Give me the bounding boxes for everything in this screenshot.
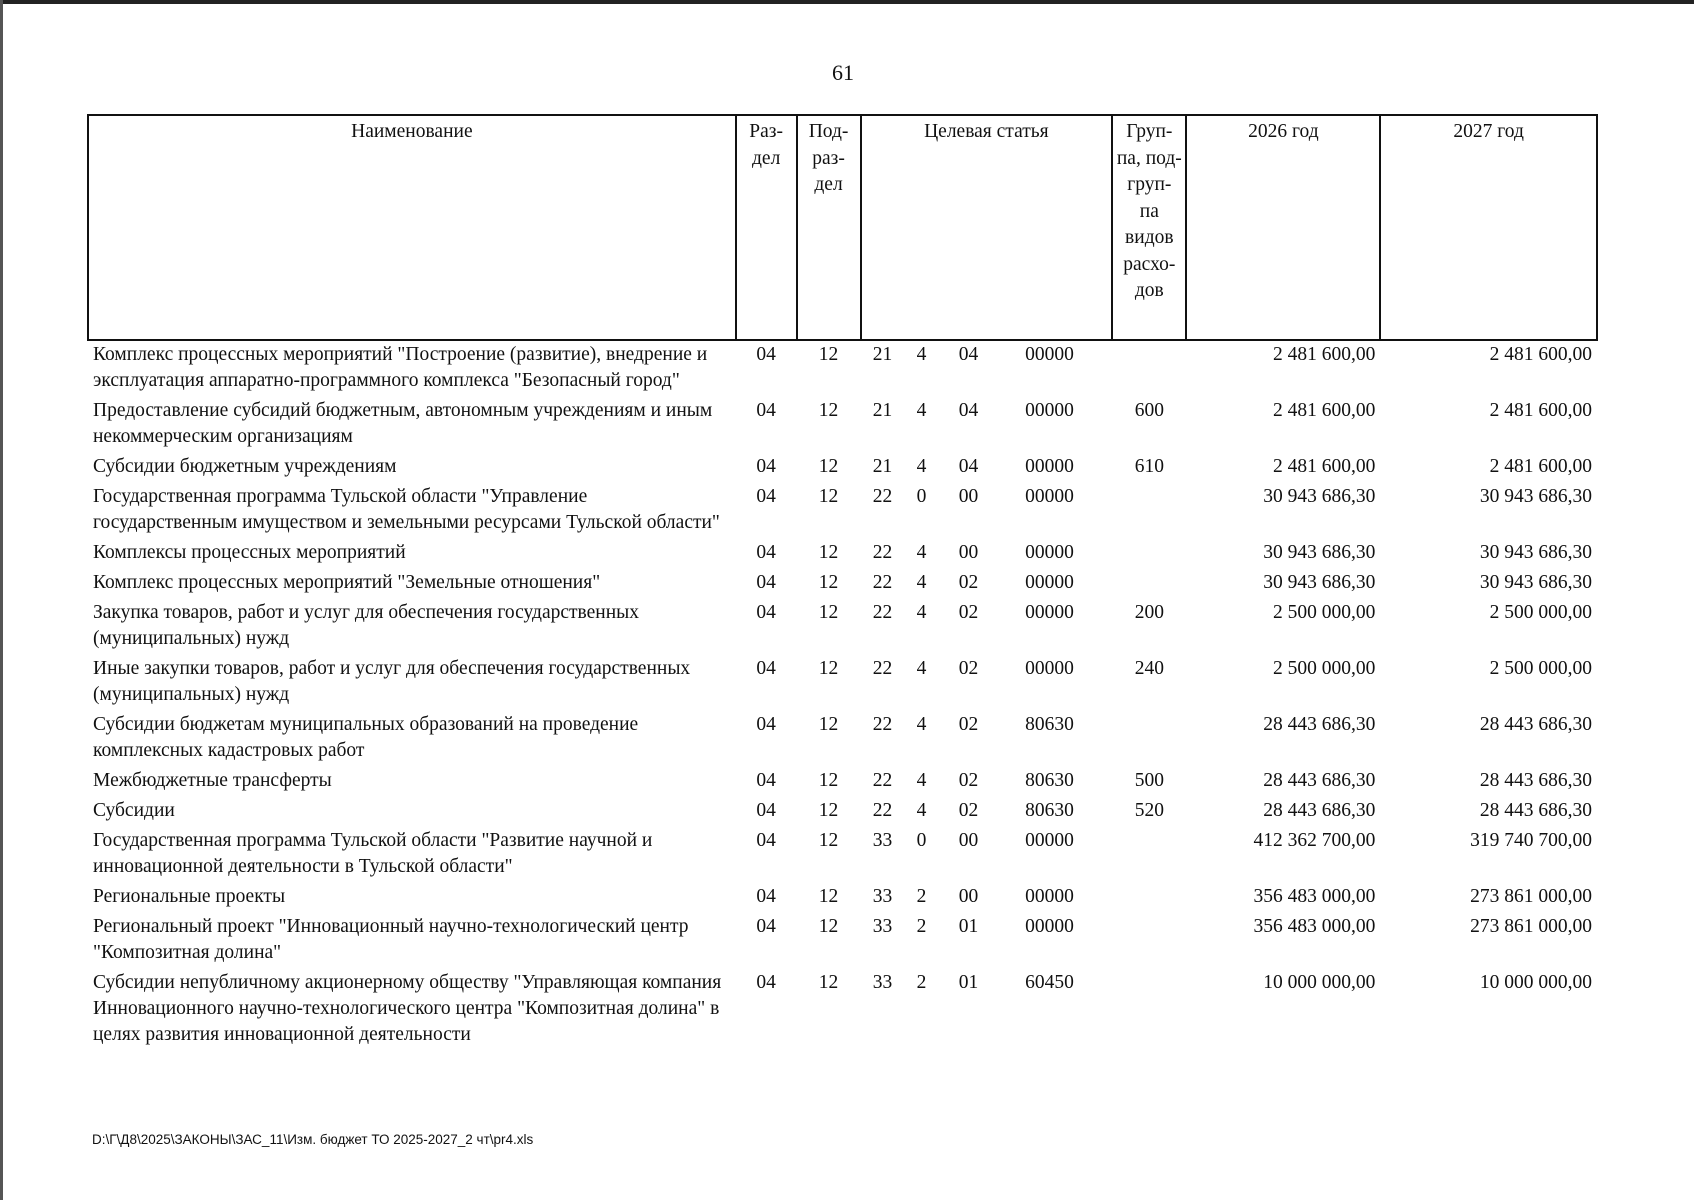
row-amount-2027: 30 943 686,30 <box>1479 572 1592 593</box>
row-amount-2026: 356 483 000,00 <box>1253 916 1376 937</box>
row-celevaya-statya <box>861 569 1113 599</box>
cs-program: 22 <box>872 770 893 791</box>
row-amount-2027: 273 861 000,00 <box>1470 886 1592 907</box>
row-name: Региональный проект "Инновационный научно-технологический центр "Композитная долина" <box>93 916 689 963</box>
cs-program: 22 <box>872 800 893 821</box>
table-row <box>88 655 1597 711</box>
row-podrazdel: 12 <box>818 830 839 851</box>
row-celevaya-statya <box>861 797 1113 827</box>
cs-type: 4 <box>916 658 927 679</box>
row-amount-2027: 28 443 686,30 <box>1479 714 1592 735</box>
table-row <box>88 599 1597 655</box>
row-amount-2027: 30 943 686,30 <box>1479 542 1592 563</box>
row-celevaya-statya <box>861 599 1113 655</box>
cs-structural-element: 04 <box>958 344 979 365</box>
row-amount-2026: 356 483 000,00 <box>1253 886 1376 907</box>
table-row <box>88 827 1597 883</box>
cs-program: 33 <box>872 916 893 937</box>
row-razdel: 04 <box>756 770 776 791</box>
cs-structural-element: 02 <box>958 602 979 623</box>
cs-type: 4 <box>916 344 927 365</box>
row-amount-2026: 30 943 686,30 <box>1263 542 1376 563</box>
row-amount-2026: 28 443 686,30 <box>1263 714 1376 735</box>
header-celevaya-statya: Целевая статья <box>861 115 1113 340</box>
row-vid-rashodov: 600 <box>1134 400 1164 421</box>
cs-program: 33 <box>872 830 893 851</box>
row-podrazdel: 12 <box>818 658 839 679</box>
row-celevaya-statya <box>861 711 1113 767</box>
row-podrazdel: 12 <box>818 542 839 563</box>
cs-structural-element: 04 <box>958 400 979 421</box>
row-amount-2026: 412 362 700,00 <box>1253 830 1376 851</box>
table-row <box>88 797 1597 827</box>
row-name: Субсидии <box>93 800 175 821</box>
table-body <box>88 340 1597 1051</box>
cs-type: 4 <box>916 714 927 735</box>
cs-direction: 00000 <box>1025 602 1074 623</box>
row-celevaya-statya <box>861 969 1113 1051</box>
row-name: Иные закупки товаров, работ и услуг для обеспечения государственных (муниципальных) нужд <box>93 658 691 705</box>
cs-direction: 60450 <box>1025 972 1074 993</box>
cs-structural-element: 02 <box>958 800 979 821</box>
cs-type: 4 <box>916 572 927 593</box>
row-celevaya-statya <box>861 883 1113 913</box>
row-amount-2027: 2 481 600,00 <box>1489 400 1592 421</box>
cs-direction: 00000 <box>1025 830 1074 851</box>
row-vid-rashodov: 610 <box>1134 456 1164 477</box>
cs-direction: 00000 <box>1025 572 1074 593</box>
row-razdel: 04 <box>756 714 776 735</box>
cs-type: 0 <box>916 486 927 507</box>
cs-structural-element: 04 <box>958 456 979 477</box>
row-vid-rashodov <box>1112 483 1186 539</box>
cs-direction: 00000 <box>1025 886 1074 907</box>
row-celevaya-statya <box>861 827 1113 883</box>
row-razdel: 04 <box>756 400 776 421</box>
row-razdel: 04 <box>756 344 776 365</box>
row-vid-rashodov: 200 <box>1134 602 1164 623</box>
table-row <box>88 767 1597 797</box>
row-name: Субсидии бюджетам муниципальных образований на проведение комплексных кадастровых работ <box>93 714 639 761</box>
row-razdel: 04 <box>756 456 776 477</box>
cs-structural-element: 00 <box>958 542 979 563</box>
row-podrazdel: 12 <box>818 800 839 821</box>
cs-type: 4 <box>916 542 927 563</box>
row-vid-rashodov: 500 <box>1134 770 1164 791</box>
row-razdel: 04 <box>756 602 776 623</box>
table-row <box>88 569 1597 599</box>
row-razdel: 04 <box>756 572 776 593</box>
cs-direction: 00000 <box>1025 400 1074 421</box>
row-amount-2026: 28 443 686,30 <box>1263 770 1376 791</box>
row-celevaya-statya <box>861 767 1113 797</box>
table-row <box>88 711 1597 767</box>
cs-structural-element: 01 <box>958 916 979 937</box>
row-amount-2027: 10 000 000,00 <box>1479 972 1592 993</box>
cs-structural-element: 02 <box>958 572 979 593</box>
row-podrazdel: 12 <box>818 456 839 477</box>
row-amount-2027: 2 500 000,00 <box>1489 602 1592 623</box>
table-header-row <box>88 115 1597 340</box>
row-amount-2026: 2 500 000,00 <box>1272 658 1376 679</box>
row-vid-rashodov <box>1112 711 1186 767</box>
table-row <box>88 340 1597 397</box>
cs-direction: 00000 <box>1025 344 1074 365</box>
cs-structural-element: 01 <box>958 972 979 993</box>
cs-structural-element: 02 <box>958 770 979 791</box>
row-podrazdel: 12 <box>818 770 839 791</box>
cs-type: 2 <box>916 886 927 907</box>
row-amount-2027: 28 443 686,30 <box>1479 800 1592 821</box>
row-name: Комплексы процессных мероприятий <box>93 542 406 563</box>
row-name: Региональные проекты <box>93 886 286 907</box>
row-razdel: 04 <box>756 972 776 993</box>
cs-program: 22 <box>872 602 893 623</box>
row-celevaya-statya <box>861 397 1113 453</box>
row-vid-rashodov <box>1112 883 1186 913</box>
cs-type: 2 <box>916 916 927 937</box>
cs-type: 2 <box>916 972 927 993</box>
cs-structural-element: 00 <box>958 830 979 851</box>
row-vid-rashodov <box>1112 913 1186 969</box>
row-amount-2027: 2 481 600,00 <box>1489 456 1592 477</box>
cs-direction: 00000 <box>1025 456 1074 477</box>
row-celevaya-statya <box>861 913 1113 969</box>
row-vid-rashodov <box>1112 827 1186 883</box>
row-amount-2026: 28 443 686,30 <box>1263 800 1376 821</box>
cs-type: 4 <box>916 800 927 821</box>
cs-structural-element: 00 <box>958 486 979 507</box>
cs-structural-element: 02 <box>958 714 979 735</box>
row-vid-rashodov <box>1112 969 1186 1051</box>
row-podrazdel: 12 <box>818 886 839 907</box>
row-podrazdel: 12 <box>818 972 839 993</box>
row-name: Государственная программа Тульской области "Управление государственным имуществом и земельными ресурсами Тульской области" <box>93 486 720 533</box>
row-amount-2026: 10 000 000,00 <box>1263 972 1376 993</box>
row-amount-2026: 2 481 600,00 <box>1272 400 1376 421</box>
row-vid-rashodov <box>1112 539 1186 569</box>
row-razdel: 04 <box>756 800 776 821</box>
scan-top-edge <box>0 0 1694 4</box>
row-amount-2027: 2 500 000,00 <box>1489 658 1592 679</box>
budget-table <box>87 114 1598 1051</box>
row-amount-2026: 2 500 000,00 <box>1272 602 1376 623</box>
row-podrazdel: 12 <box>818 714 839 735</box>
row-podrazdel: 12 <box>818 486 839 507</box>
row-razdel: 04 <box>756 542 776 563</box>
cs-program: 33 <box>872 972 893 993</box>
header-name: Наименование <box>88 115 736 340</box>
header-year-2026: 2026 год <box>1186 115 1380 340</box>
row-podrazdel: 12 <box>818 572 839 593</box>
row-amount-2026: 30 943 686,30 <box>1263 486 1376 507</box>
cs-type: 0 <box>916 830 927 851</box>
row-amount-2026: 30 943 686,30 <box>1263 572 1376 593</box>
cs-direction: 00000 <box>1025 486 1074 507</box>
row-amount-2026: 2 481 600,00 <box>1272 344 1376 365</box>
cs-program: 22 <box>872 572 893 593</box>
header-razdel: Раз- дел <box>736 115 797 340</box>
row-podrazdel: 12 <box>818 602 839 623</box>
row-amount-2027: 28 443 686,30 <box>1479 770 1592 791</box>
cs-type: 4 <box>916 400 927 421</box>
cs-direction: 00000 <box>1025 916 1074 937</box>
row-amount-2027: 2 481 600,00 <box>1489 344 1592 365</box>
row-amount-2027: 30 943 686,30 <box>1479 486 1592 507</box>
row-podrazdel: 12 <box>818 400 839 421</box>
row-celevaya-statya <box>861 453 1113 483</box>
cs-program: 21 <box>872 400 893 421</box>
row-name: Государственная программа Тульской области "Развитие научной и инновационной деятельности в Тульской области" <box>93 830 653 877</box>
header-gruppa-vidov-rashodov: Груп- па, под- груп- па видов расхо- дов <box>1112 115 1186 340</box>
row-razdel: 04 <box>756 830 776 851</box>
page-number: 61 <box>832 60 854 85</box>
row-vid-rashodov: 520 <box>1134 800 1164 821</box>
row-razdel: 04 <box>756 916 776 937</box>
header-year-2027: 2027 год <box>1380 115 1597 340</box>
table-row <box>88 969 1597 1051</box>
row-amount-2027: 273 861 000,00 <box>1470 916 1592 937</box>
cs-type: 4 <box>916 770 927 791</box>
row-name: Субсидии непубличному акционерному обществу "Управляющая компания Инновационного научно-технологического центра "Композитная долина" в целях развития инновационной деятельности <box>93 972 722 1045</box>
cs-direction: 80630 <box>1025 714 1074 735</box>
row-name: Комплекс процессных мероприятий "Построение (развитие), внедрение и эксплуатация аппаратно-программного комплекса "Безопасный город" <box>93 344 708 391</box>
footer-file-path: D:\Г\Д8\2025\ЗАКОНЫ\ЗАС_11\Изм. бюджет ТО 2025-2027_2 чт\pr4.xls <box>92 1132 534 1147</box>
table-row <box>88 397 1597 453</box>
cs-program: 21 <box>872 344 893 365</box>
cs-program: 22 <box>872 486 893 507</box>
table-row <box>88 539 1597 569</box>
row-name: Комплекс процессных мероприятий "Земельные отношения" <box>93 572 601 593</box>
table-row <box>88 453 1597 483</box>
table-row <box>88 883 1597 913</box>
row-celevaya-statya <box>861 539 1113 569</box>
scan-left-edge <box>0 0 3 1200</box>
cs-program: 22 <box>872 542 893 563</box>
row-amount-2026: 2 481 600,00 <box>1272 456 1376 477</box>
cs-type: 4 <box>916 456 927 477</box>
cs-direction: 80630 <box>1025 800 1074 821</box>
cs-program: 22 <box>872 658 893 679</box>
row-vid-rashodov <box>1112 569 1186 599</box>
row-celevaya-statya <box>861 483 1113 539</box>
row-celevaya-statya <box>861 655 1113 711</box>
row-podrazdel: 12 <box>818 344 839 365</box>
cs-direction: 00000 <box>1025 658 1074 679</box>
cs-program: 22 <box>872 714 893 735</box>
row-vid-rashodov <box>1112 340 1186 397</box>
row-razdel: 04 <box>756 486 776 507</box>
row-razdel: 04 <box>756 658 776 679</box>
row-amount-2027: 319 740 700,00 <box>1470 830 1592 851</box>
table-row <box>88 483 1597 539</box>
row-name: Предоставление субсидий бюджетным, автономным учреждениям и иным некоммерческим организациям <box>93 400 713 447</box>
row-vid-rashodov: 240 <box>1134 658 1164 679</box>
row-razdel: 04 <box>756 886 776 907</box>
cs-program: 21 <box>872 456 893 477</box>
row-name: Межбюджетные трансферты <box>93 770 332 791</box>
row-podrazdel: 12 <box>818 916 839 937</box>
header-podrazdel: Под- раз- дел <box>797 115 861 340</box>
cs-structural-element: 02 <box>958 658 979 679</box>
cs-direction: 80630 <box>1025 770 1074 791</box>
row-name: Субсидии бюджетным учреждениям <box>93 456 397 477</box>
cs-structural-element: 00 <box>958 886 979 907</box>
cs-direction: 00000 <box>1025 542 1074 563</box>
row-name: Закупка товаров, работ и услуг для обеспечения государственных (муниципальных) нужд <box>93 602 640 649</box>
row-celevaya-statya <box>861 340 1113 397</box>
cs-type: 4 <box>916 602 927 623</box>
cs-program: 33 <box>872 886 893 907</box>
table-row <box>88 913 1597 969</box>
